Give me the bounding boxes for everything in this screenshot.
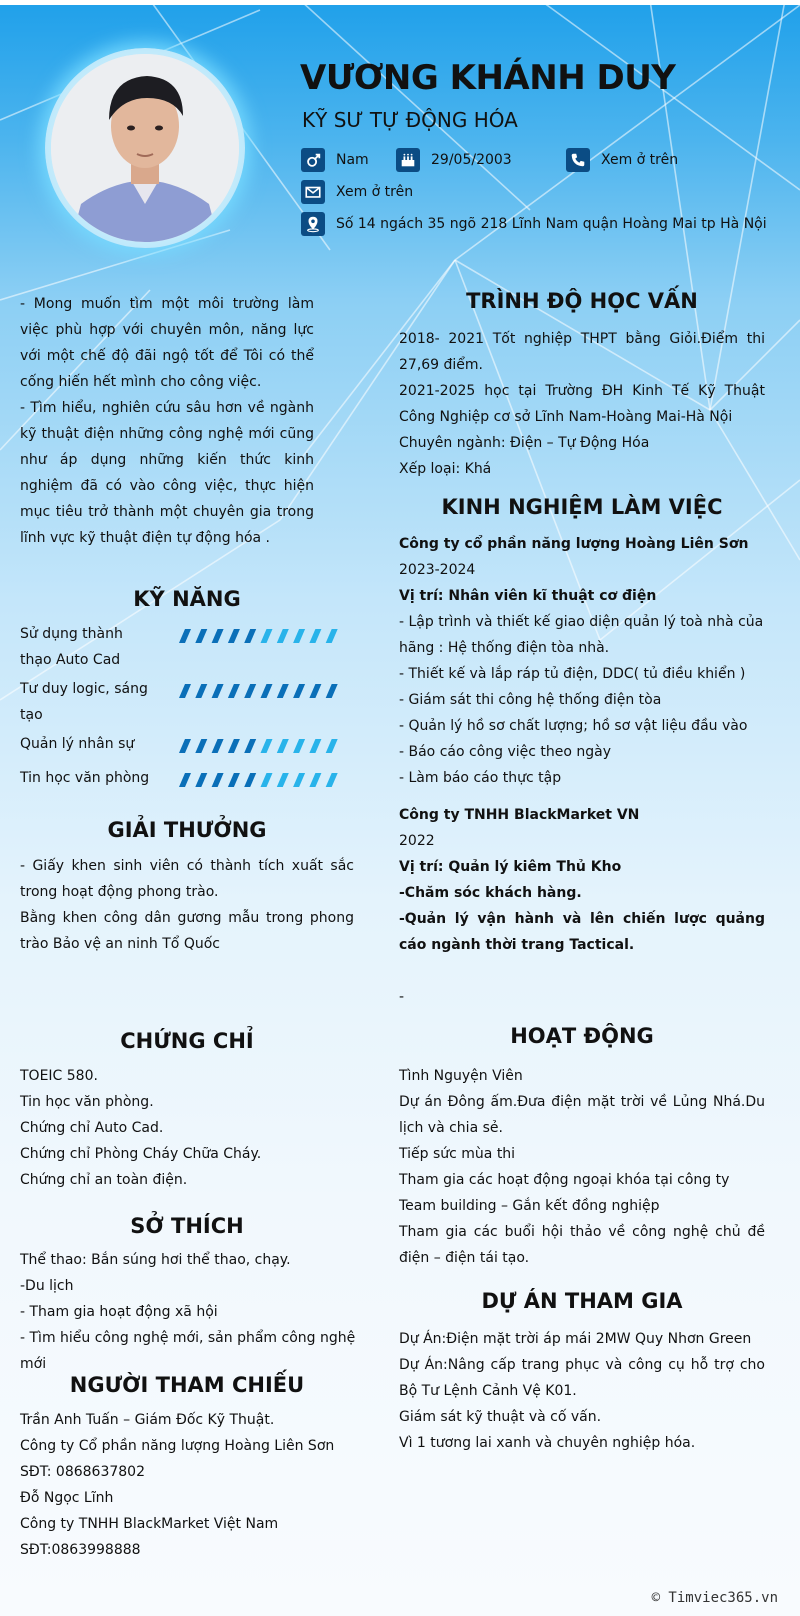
rating-segment-filled	[228, 739, 240, 753]
job-duty: - Lập trình và thiết kế giao diện quản lý toà nhà của hãng : Hệ thống điện tòa nhà.	[399, 614, 764, 656]
rating-segment-empty	[309, 773, 321, 787]
job-position: Vị trí: Nhân viên kĩ thuật cơ điện	[399, 588, 657, 604]
rating-segment-empty	[309, 629, 321, 643]
rating-segment-empty	[326, 773, 338, 787]
rating-segment-filled	[326, 684, 338, 698]
reference-line: Trần Anh Tuấn – Giám Đốc Kỹ Thuật.	[20, 1412, 275, 1428]
experience-job-1	[399, 531, 765, 791]
hobby-line: - Tìm hiểu công nghệ mới, sản phẩm công nghệ mới	[20, 1330, 356, 1372]
education-line: Xếp loại: Khá	[399, 461, 492, 477]
hobby-line: -Du lịch	[20, 1278, 74, 1294]
rating-segment-filled	[293, 684, 305, 698]
certificate-line: TOEIC 580.	[20, 1068, 98, 1084]
skill-rating-bar	[175, 737, 345, 755]
project-line: Dự Án:Điện mặt trời áp mái 2MW Quy Nhơn Green	[399, 1331, 752, 1347]
rating-segment-filled	[309, 684, 321, 698]
rating-segment-filled	[228, 773, 240, 787]
rating-segment-empty	[293, 739, 305, 753]
activity-line: Tham gia các hoạt động ngoại khóa tại công ty	[399, 1172, 730, 1188]
rating-segment-filled	[212, 773, 224, 787]
phone-field	[566, 148, 678, 172]
rating-segment-empty	[277, 629, 289, 643]
activity-line: Tham gia các buổi hội thảo về công nghệ chủ đề điện – điện tái tạo.	[399, 1224, 765, 1266]
awards-list	[20, 853, 354, 957]
job-period: 2023-2024	[399, 562, 476, 578]
activities-list	[399, 1063, 765, 1271]
birthday-field	[396, 148, 512, 172]
address-field	[301, 212, 767, 236]
references-list	[20, 1407, 360, 1563]
location-pin-icon	[301, 212, 325, 236]
skill-label: Tư duy logic, sáng tạo	[20, 681, 148, 723]
email-field	[301, 180, 413, 204]
education-title: TRÌNH ĐỘ HỌC VẤN	[466, 289, 698, 313]
rating-segment-empty	[309, 739, 321, 753]
awards-title: GIẢI THƯỞNG	[107, 818, 267, 842]
birthday-value: 29/05/2003	[431, 152, 512, 168]
rating-segment-empty	[277, 739, 289, 753]
objective-line: - Tìm hiểu, nghiên cứu sâu hơn về ngành kỹ thuật điện những công nghệ mới cũng như áp dụng những kiến thức kinh nghiệm đã có vào công việc, thực hiện mục tiêu trở thành một chuyên gia trong lĩnh vực kỹ thuật điện tự động hóa .	[20, 400, 314, 546]
job-position: Vị trí: Quản lý kiêm Thủ Kho	[399, 859, 622, 875]
career-objective	[20, 291, 314, 551]
hobby-line: Thể thao: Bắn súng hơi thể thao, chạy.	[20, 1252, 291, 1268]
birthday-cake-icon	[396, 148, 420, 172]
projects-title: DỰ ÁN THAM GIA	[481, 1289, 683, 1313]
education-line: 2021-2025 học tại Trường ĐH Kinh Tế Kỹ Thuật Công Nghiệp cơ sở Lĩnh Nam-Hoàng Mai-Hà Nội	[399, 383, 765, 425]
hobby-line: - Tham gia hoạt động xã hội	[20, 1304, 218, 1320]
skill-label: Sử dụng thành thạo Auto Cad	[20, 626, 123, 668]
skill-label: Tin học văn phòng	[20, 770, 150, 786]
job-duty: - Thiết kế và lắp ráp tủ điện, DDC( tủ điều khiển )	[399, 666, 746, 682]
rating-segment-filled	[179, 773, 191, 787]
gender-field	[301, 148, 369, 172]
job-title: KỸ SƯ TỰ ĐỘNG HÓA	[302, 108, 518, 132]
certificate-line: Chứng chỉ an toàn điện.	[20, 1172, 188, 1188]
job-duty: -Quản lý vận hành và lên chiến lược quảng cáo ngành thời trang Tactical.	[399, 911, 765, 953]
certificate-line: Tin học văn phòng.	[20, 1094, 154, 1110]
job-trailing: -	[399, 989, 405, 1005]
education-line: Chuyên ngành: Điện – Tự Động Hóa	[399, 435, 650, 451]
rating-segment-empty	[261, 739, 273, 753]
projects-list	[399, 1326, 765, 1456]
rating-segment-empty	[261, 629, 273, 643]
rating-segment-empty	[326, 739, 338, 753]
award-line: Bằng khen công dân gương mẫu trong phong trào Bảo vệ an ninh Tổ Quốc	[20, 910, 354, 952]
mail-icon	[301, 180, 325, 204]
rating-segment-empty	[293, 773, 305, 787]
reference-line: Đỗ Ngọc Lĩnh	[20, 1490, 114, 1506]
rating-segment-empty	[261, 773, 273, 787]
phone-value: Xem ở trên	[601, 152, 679, 168]
project-line: Giám sát kỹ thuật và cố vấn.	[399, 1409, 602, 1425]
skill-rating-bar	[175, 627, 345, 645]
rating-segment-filled	[195, 773, 207, 787]
job-duty: - Giám sát thi công hệ thống điện tòa	[399, 692, 662, 708]
skill-rating-bar	[175, 771, 345, 789]
rating-segment-filled	[179, 739, 191, 753]
activity-line: Tiếp sức mùa thi	[399, 1146, 516, 1162]
rating-segment-filled	[228, 684, 240, 698]
job-period: 2022	[399, 833, 435, 849]
certificate-line: Chứng chỉ Auto Cad.	[20, 1120, 164, 1136]
rating-segment-filled	[228, 629, 240, 643]
activity-line: Tình Nguyện Viên	[399, 1068, 523, 1084]
project-line: Dự Án:Nâng cấp trang phục và công cụ hỗ trợ cho Bộ Tư Lệnh Cảnh Vệ K01.	[399, 1357, 765, 1399]
rating-segment-empty	[277, 773, 289, 787]
skill-rating-bar	[175, 682, 345, 700]
candidate-name: VƯƠNG KHÁNH DUY	[300, 58, 676, 98]
avatar	[51, 54, 239, 242]
rating-segment-filled	[195, 629, 207, 643]
job-duty: - Làm báo cáo thực tập	[399, 770, 562, 786]
rating-segment-filled	[179, 629, 191, 643]
references-title: NGƯỜI THAM CHIẾU	[69, 1373, 305, 1397]
certificate-line: Chứng chỉ Phòng Cháy Chữa Cháy.	[20, 1146, 262, 1162]
address-value: Số 14 ngách 35 ngõ 218 Lĩnh Nam quận Hoàng Mai tp Hà Nội	[336, 216, 767, 232]
skills-title: KỸ NĂNG	[133, 587, 241, 611]
rating-segment-filled	[261, 684, 273, 698]
phone-icon	[566, 148, 590, 172]
activities-title: HOẠT ĐỘNG	[510, 1024, 654, 1048]
job-duty: -Chăm sóc khách hàng.	[399, 885, 582, 901]
company-name: Công ty TNHH BlackMarket VN	[399, 807, 640, 823]
activity-line: Team building – Gắn kết đồng nghiệp	[399, 1198, 660, 1214]
rating-segment-filled	[179, 684, 191, 698]
rating-segment-empty	[326, 629, 338, 643]
award-line: - Giấy khen sinh viên có thành tích xuất sắc trong hoạt động phong trào.	[20, 858, 354, 900]
rating-segment-filled	[195, 739, 207, 753]
rating-segment-filled	[212, 629, 224, 643]
gender-icon	[301, 148, 325, 172]
rating-segment-filled	[212, 739, 224, 753]
education-line: 2018- 2021 Tốt nghiệp THPT bằng Giỏi.Điểm thi 27,69 điểm.	[399, 331, 765, 373]
hobbies-list	[20, 1247, 360, 1377]
certificates-title: CHỨNG CHỈ	[120, 1029, 254, 1053]
rating-segment-filled	[244, 773, 256, 787]
experience-job-2	[399, 802, 765, 1010]
rating-segment-filled	[277, 684, 289, 698]
gender-value: Nam	[336, 152, 369, 168]
project-line: Vì 1 tương lai xanh và chuyên nghiệp hóa.	[399, 1435, 696, 1451]
job-duty: - Báo cáo công việc theo ngày	[399, 744, 612, 760]
skill-label: Quản lý nhân sự	[20, 736, 135, 752]
reference-line: SĐT: 0868637802	[20, 1464, 145, 1480]
education-list	[399, 326, 765, 482]
certificates-list	[20, 1063, 354, 1193]
rating-segment-filled	[244, 629, 256, 643]
rating-segment-filled	[244, 739, 256, 753]
reference-line: Công ty Cổ phần năng lượng Hoàng Liên Sơn	[20, 1438, 335, 1454]
reference-line: Công ty TNHH BlackMarket Việt Nam	[20, 1516, 279, 1532]
rating-segment-empty	[293, 629, 305, 643]
reference-line: SĐT:0863998888	[20, 1542, 141, 1558]
rating-segment-filled	[195, 684, 207, 698]
experience-title: KINH NGHIỆM LÀM VIỆC	[441, 495, 723, 519]
job-duty: - Quản lý hồ sơ chất lượng; hồ sơ vật liệu đầu vào	[399, 718, 748, 734]
footer-watermark: © Timviec365.vn	[651, 1590, 778, 1606]
email-value: Xem ở trên	[336, 184, 414, 200]
rating-segment-filled	[244, 684, 256, 698]
objective-line: - Mong muốn tìm một môi trường làm việc phù hợp với chuyên môn, năng lực với một chế độ đãi ngộ tốt để Tôi có thể cống hiến hết mình cho công việc.	[20, 296, 314, 390]
company-name: Công ty cổ phần năng lượng Hoàng Liên Sơn	[399, 536, 749, 552]
rating-segment-filled	[212, 684, 224, 698]
hobbies-title: SỞ THÍCH	[130, 1214, 244, 1238]
activity-line: Dự án Đông ấm.Đưa điện mặt trời về Lủng Nhá.Du lịch và chia sẻ.	[399, 1094, 765, 1136]
